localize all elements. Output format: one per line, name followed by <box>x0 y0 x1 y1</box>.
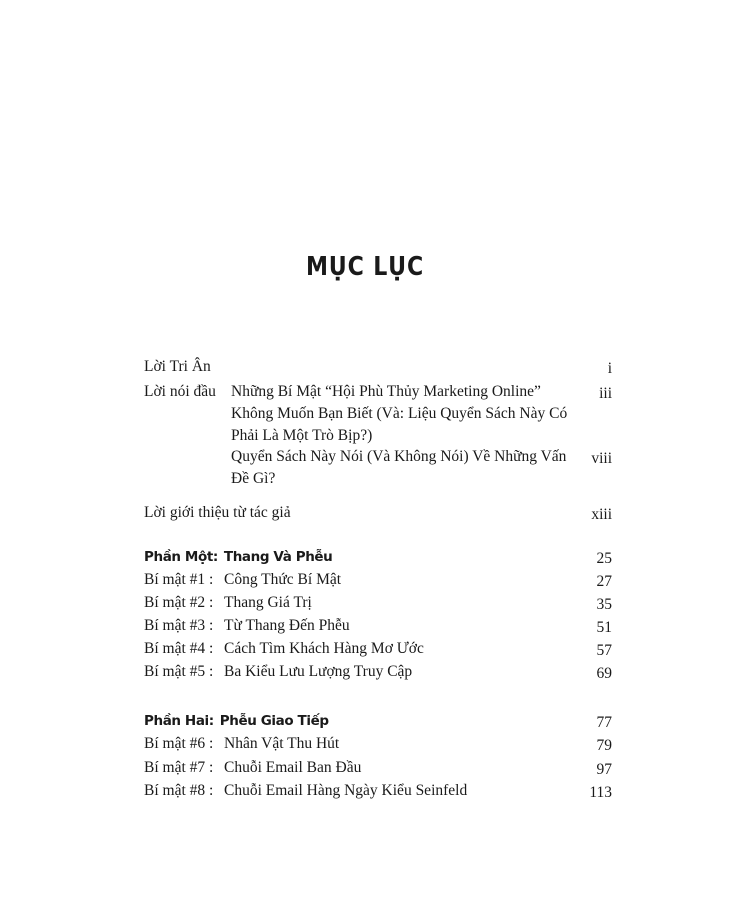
entry-line: Không Muốn Bạn Biết (Và: Liệu Quyển Sách Này Có <box>231 405 568 422</box>
secret-title: Thang Giá Trị <box>224 594 312 611</box>
secret-prefix: Bí mật #6 : <box>144 735 214 752</box>
entry-label: Lời nói đầu <box>144 383 216 400</box>
toc-entry-secret-4 <box>144 638 612 660</box>
toc-entry-introduction <box>144 502 612 524</box>
part-name: Thang Và Phễu <box>223 549 333 565</box>
secret-prefix: Bí mật #3 : <box>144 617 214 634</box>
page-number: 97 <box>596 761 612 778</box>
secret-title: Cách Tìm Khách Hàng Mơ Ước <box>224 640 424 657</box>
secret-prefix: Bí mật #5 : <box>144 663 214 680</box>
page-number: 77 <box>596 714 612 731</box>
preface-entry-1 <box>231 381 571 447</box>
secret-prefix: Bí mật #1 : <box>144 571 214 588</box>
secret-prefix: Bí mật #8 : <box>144 782 214 799</box>
page-number: 25 <box>596 550 612 567</box>
secret-title: Chuỗi Email Hàng Ngày Kiểu Seinfeld <box>224 782 468 799</box>
entry-label: Lời giới thiệu từ tác giả <box>144 504 291 521</box>
secret-title: Từ Thang Đến Phễu <box>224 617 350 634</box>
secret-title: Công Thức Bí Mật <box>224 571 342 588</box>
toc-entry-secret-8 <box>144 780 612 802</box>
page-number: 27 <box>596 573 612 590</box>
part-prefix: Phần Một: <box>144 549 218 565</box>
secret-prefix: Bí mật #4 : <box>144 640 214 657</box>
secret-title: Chuỗi Email Ban Đầu <box>224 759 362 776</box>
entry-line: Đề Gì? <box>231 470 276 487</box>
toc-entry-secret-7 <box>144 757 612 779</box>
part-prefix: Phần Hai: <box>144 713 214 729</box>
part-name: Phễu Giao Tiếp <box>219 713 329 729</box>
secret-prefix: Bí mật #2 : <box>144 594 214 611</box>
page-number: 69 <box>596 665 612 682</box>
secret-title: Nhân Vật Thu Hút <box>224 735 340 752</box>
entry-label: Lời Tri Ân <box>144 358 211 375</box>
page-number: 57 <box>596 642 612 659</box>
entry-line: Phải Là Một Trò Bịp?) <box>231 427 373 444</box>
page-number: i <box>607 360 612 377</box>
page-number: 113 <box>589 784 612 801</box>
toc-part-one <box>144 546 612 568</box>
entry-line: Quyển Sách Này Nói (Và Không Nói) Về Những Vấn <box>231 448 567 465</box>
toc-entry-secret-6 <box>144 733 612 755</box>
secret-prefix: Bí mật #7 : <box>144 759 214 776</box>
page-number: 79 <box>596 737 612 754</box>
page-number: viii <box>591 450 612 467</box>
toc-entry-secret-1 <box>144 569 612 591</box>
entry-line: Những Bí Mật “Hội Phù Thủy Marketing Online” <box>231 383 541 400</box>
page-title: MỤC LỤC <box>305 252 425 282</box>
toc-entry-secret-3 <box>144 615 612 637</box>
page-number: iii <box>599 385 612 402</box>
toc-entry-acknowledgements <box>144 356 612 378</box>
page-number: 51 <box>596 619 612 636</box>
preface-entry-2 <box>231 446 571 490</box>
toc-entry-secret-5 <box>144 661 612 683</box>
toc-entry-secret-2 <box>144 592 612 614</box>
page-number: 35 <box>596 596 612 613</box>
page-number: xiii <box>591 506 612 523</box>
secret-title: Ba Kiểu Lưu Lượng Truy Cập <box>224 663 413 680</box>
toc-part-two <box>144 710 612 732</box>
